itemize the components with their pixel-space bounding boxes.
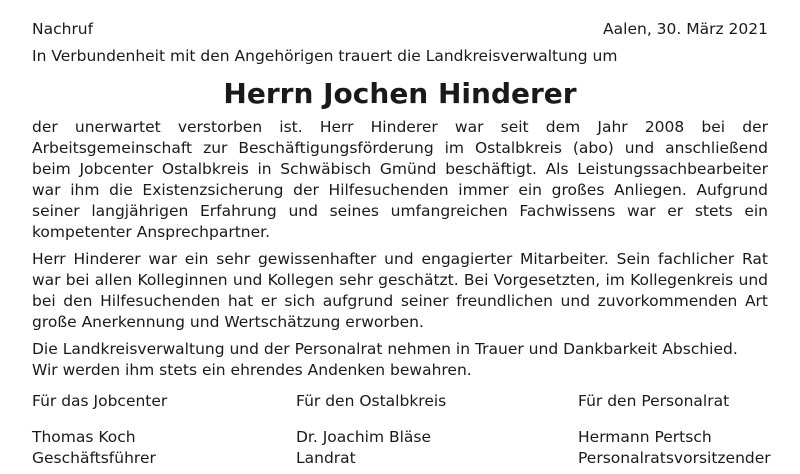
deceased-name: Herrn Jochen Hinderer <box>223 77 577 110</box>
signature-organization: Für den Personalrat <box>578 392 730 410</box>
signature-organization: Für das Jobcenter <box>32 392 168 410</box>
paragraph-1: der unerwartet verstorben ist. Herr Hinderer war seit dem Jahr 2008 bei der Arbeitsgemeinschaft zur Beschäftigungsförderung im Ostalbkreis (abo) und anschließend beim Jobcenter Ostalbkreis in Schwäbisch Gmünd beschäftigt. Als Leistungssachbearbeiter war ihm die Existenzsicherung der Hilfesuchenden immer ein großes Anliegen. Aufgrund seiner langjährigen Erfahrung und seines umfangreichen Fachwissens war er stets ein kompetenter Ansprechpartner. <box>32 118 768 241</box>
signature-name: Dr. Joachim Bläse <box>296 428 432 446</box>
header-row <box>32 18 768 40</box>
signatures <box>32 391 771 469</box>
place-date: Aalen, 30. März 2021 <box>603 20 768 38</box>
intro-text: In Verbundenheit mit den Angehörigen trauert die Landkreisverwaltung um <box>32 47 618 65</box>
signature-name: Hermann Pertsch <box>578 428 712 446</box>
closing-line-1: Die Landkreisverwaltung und der Personalrat nehmen in Trauer und Dankbarkeit Abschied. <box>32 340 738 358</box>
signature-role: Geschäftsführer <box>32 449 156 467</box>
signature-name: Thomas Koch <box>32 428 136 446</box>
closing-block <box>32 339 768 381</box>
signature-role: Landrat <box>296 449 356 467</box>
paragraph-2: Herr Hinderer war ein sehr gewissenhafter und engagierter Mitarbeiter. Sein fachlicher Rat war bei allen Kolleginnen und Kollegen sehr geschätzt. Bei Vorgesetzten, im Kollegenkreis und bei den Hilfesuchenden hat er sich aufgrund seiner freundlichen und zuvorkommenden Art große Anerkennung und Wertschätzung erworben. <box>32 250 768 331</box>
signature-organization: Für den Ostalbkreis <box>296 392 447 410</box>
signature-jobcenter <box>32 391 296 469</box>
signature-ostalbkreis <box>296 391 578 469</box>
notice-type: Nachruf <box>32 20 94 38</box>
signature-role: Personalratsvorsitzender <box>578 449 771 467</box>
closing-line-2: Wir werden ihm stets ein ehrendes Andenken bewahren. <box>32 361 472 379</box>
signature-personalrat <box>578 391 771 469</box>
